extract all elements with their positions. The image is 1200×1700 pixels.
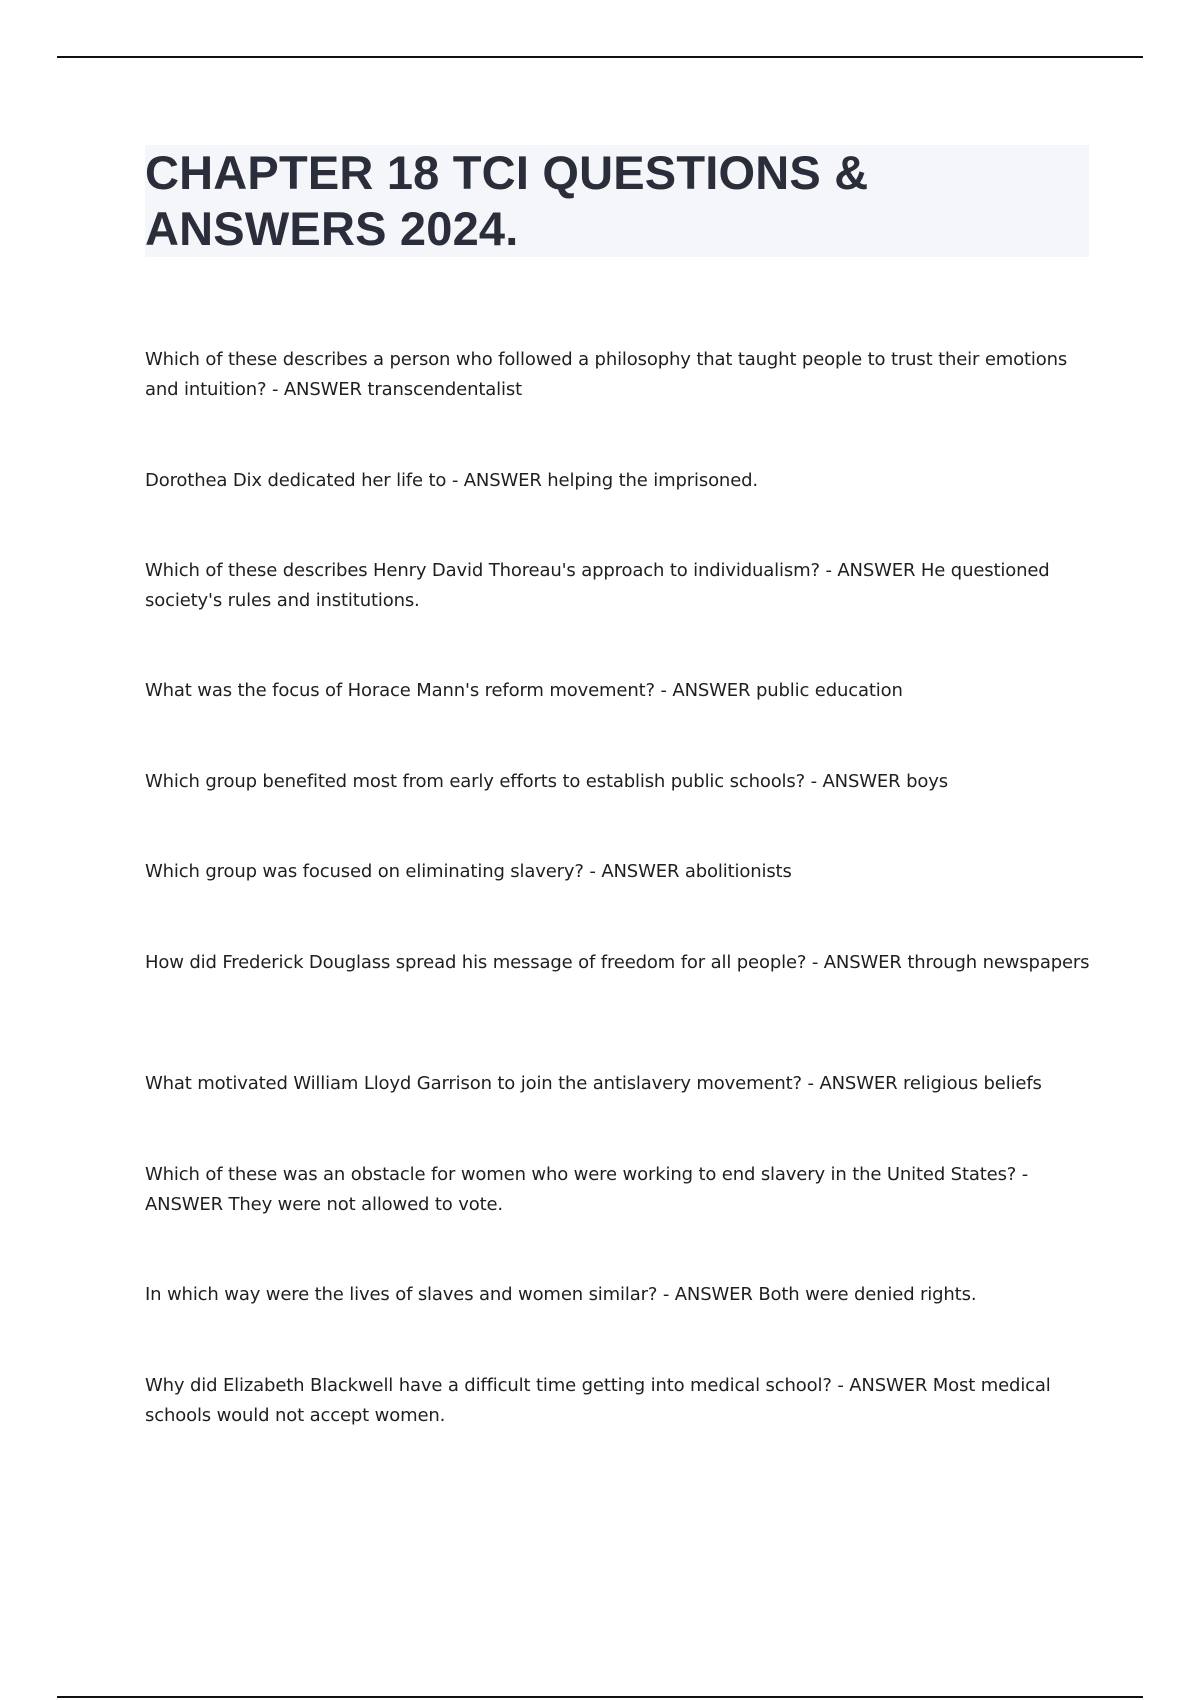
qa-item-7: How did Frederick Douglass spread his message of freedom for all people? - ANSWER through newspapers: [145, 952, 1090, 973]
qa-item-3: Which of these describes Henry David Thoreau's approach to individualism? - ANSWER He questioned society's rules and institutions.: [145, 560, 1050, 611]
qa-item-1: Which of these describes a person who followed a philosophy that taught people to trust their emotions and intuition? - ANSWER transcendentalist: [145, 349, 1068, 400]
top-divider: [57, 56, 1143, 58]
qa-item-4: What was the focus of Horace Mann's reform movement? - ANSWER public education: [145, 680, 903, 701]
document-title: CHAPTER 18 TCI QUESTIONS & ANSWERS 2024.: [145, 146, 869, 255]
qa-item-11: Why did Elizabeth Blackwell have a difficult time getting into medical school? - ANSWER Most medical schools would not accept women.: [145, 1375, 1051, 1426]
bottom-divider: [57, 1696, 1143, 1698]
qa-item-2: Dorothea Dix dedicated her life to - ANSWER helping the imprisoned.: [145, 470, 758, 491]
qa-item-5: Which group benefited most from early efforts to establish public schools? - ANSWER boys: [145, 771, 948, 792]
title-block: [145, 145, 1089, 257]
qa-item-10: In which way were the lives of slaves and women similar? - ANSWER Both were denied rights.: [145, 1284, 977, 1305]
qa-item-9: Which of these was an obstacle for women who were working to end slavery in the United States? - ANSWER They were not allowed to vote.: [145, 1164, 1029, 1215]
qa-item-6: Which group was focused on eliminating slavery? - ANSWER abolitionists: [145, 861, 792, 882]
qa-item-8: What motivated William Lloyd Garrison to join the antislavery movement? - ANSWER religious beliefs: [145, 1073, 1042, 1094]
